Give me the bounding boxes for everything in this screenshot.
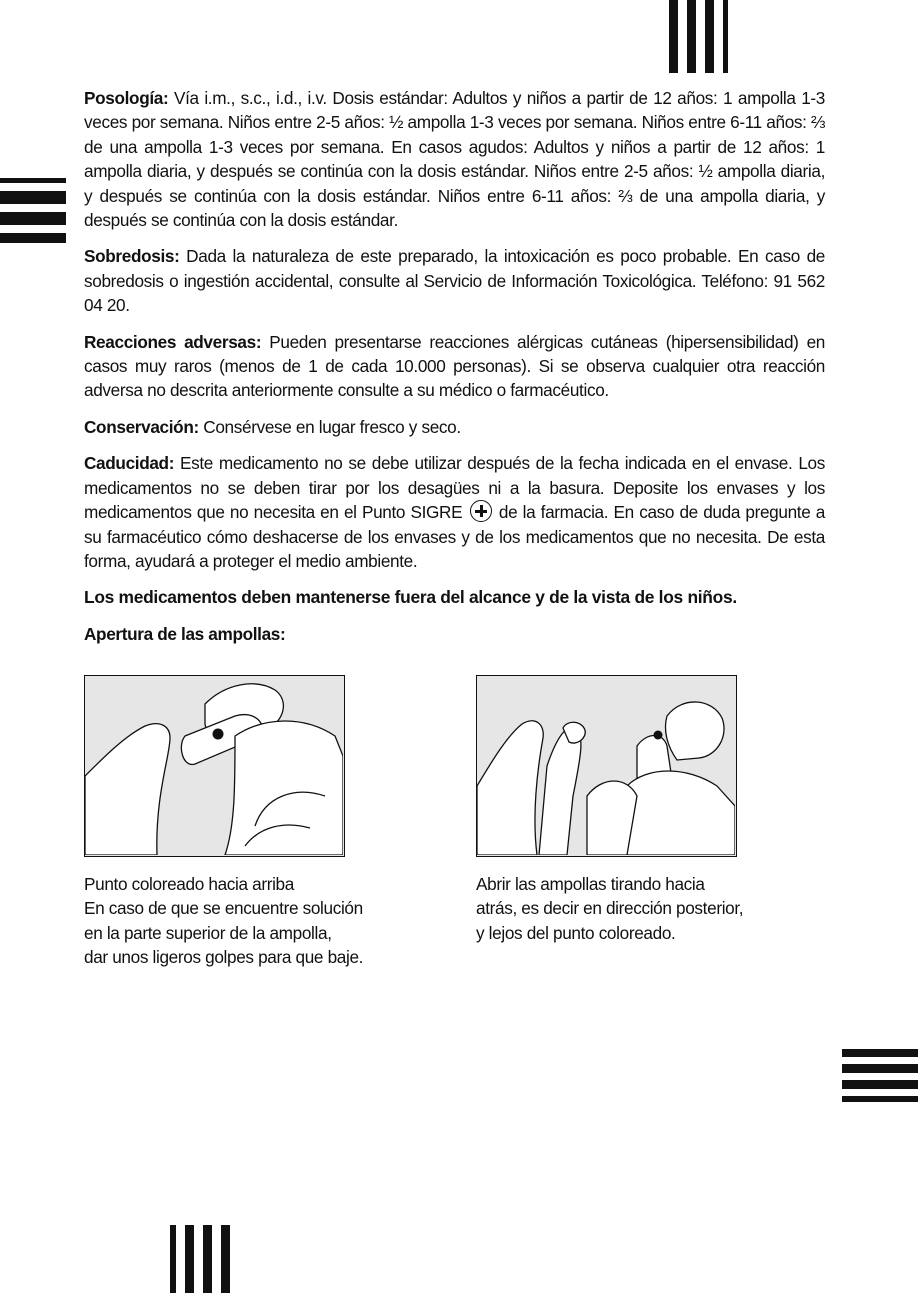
- reacciones-text: Pueden presentarse reacciones alérgicas cutáneas (hipersensibilidad) en casos muy raros (menos de 1 de cada 10.000 personas). Si se observa cualquier otra reacción adversa no descrita anteriormente consulte a su médico o farmacéutico.: [84, 331, 825, 401]
- reacciones-paragraph: [84, 330, 825, 403]
- posologia-label: Posología:: [84, 88, 169, 108]
- caducidad-paragraph: [84, 451, 825, 573]
- ampoule-illustration-1: [84, 675, 345, 857]
- caption-2-line: atrás, es decir en dirección posterior,: [476, 898, 744, 919]
- caption-1-line: dar unos ligeros golpes para que baje.: [84, 947, 364, 968]
- registration-mark-top: [669, 0, 728, 73]
- registration-mark-right: [842, 1049, 918, 1102]
- children-warning: Los medicamentos deben mantenerse fuera del alcance y de la vista de los niños.: [84, 587, 737, 608]
- apertura-heading: Apertura de las ampollas:: [84, 623, 286, 644]
- caption-1: [84, 872, 363, 970]
- hand-holding-ampoule-icon: [85, 676, 343, 855]
- conservacion-text: Consérvese en lugar fresco y seco.: [203, 416, 461, 437]
- caducidad-text-after: de la farmacia. En caso de duda pregunte a su farmacéutico cómo deshacerse de los envases y de los medicamentos que no necesita. De esta forma, ayudará a proteger el medio ambiente.: [84, 502, 825, 571]
- caption-1-line: en la parte superior de la ampolla,: [84, 922, 332, 943]
- sobredosis-label: Sobredosis:: [84, 246, 180, 267]
- caption-2: [476, 872, 743, 945]
- leaflet-text: [84, 86, 825, 658]
- posologia-text: Vía i.m., s.c., i.d., i.v. Dosis estándar: Adultos y niños a partir de 12 años: 1 ampolla 1-3 veces por semana. Niños entre 2-5 años: ½ ampolla 1-3 veces por semana. Niños entre 6-11 años: ⅔ de una ampolla 1-3 veces por semana. En casos agudos: Adultos y niños a partir de 12 años: 1 ampolla diaria, y después se continúa con la dosis estándar. Niños entre 2-5 años: ½ ampolla diaria, y después se continúa con la dosis estándar. Niños entre 6-11 años: ⅔ de una ampolla diaria, y después se continúa con la dosis estándar.: [84, 88, 825, 231]
- registration-mark-left: [0, 178, 66, 243]
- caption-2-line: Abrir las ampollas tirando hacia: [476, 874, 705, 894]
- conservacion-label: Conservación:: [84, 416, 199, 437]
- registration-mark-bottom: [170, 1225, 230, 1293]
- sigre-cross-icon: [470, 500, 492, 522]
- caducidad-text-before: Este medicamento no se debe utilizar después de la fecha indicada en el envase. Los medicamentos no se deben tirar por los desagües ni a la basura. Deposite los envases y los medicamentos que no necesita en el Punto SIGRE: [84, 453, 825, 523]
- hands-breaking-ampoule-icon: [477, 676, 735, 855]
- posologia-paragraph: [84, 86, 825, 232]
- reacciones-label: Reacciones adversas:: [84, 331, 262, 352]
- sobredosis-text: Dada la naturaleza de este preparado, la intoxicación es poco probable. En caso de sobredosis o ingestión accidental, consulte al Servicio de Información Toxicológica. Teléfono: 91 562 04 20.: [84, 246, 825, 316]
- caducidad-label: Caducidad:: [84, 453, 175, 474]
- sobredosis-paragraph: [84, 244, 825, 317]
- caption-1-line: En caso de que se encuentre solución: [84, 898, 363, 919]
- caption-2-line: y lejos del punto coloreado.: [476, 922, 676, 943]
- ampoule-illustration-2: [476, 675, 737, 857]
- conservacion-paragraph: [84, 415, 825, 439]
- caption-1-line: Punto coloreado hacia arriba: [84, 874, 294, 894]
